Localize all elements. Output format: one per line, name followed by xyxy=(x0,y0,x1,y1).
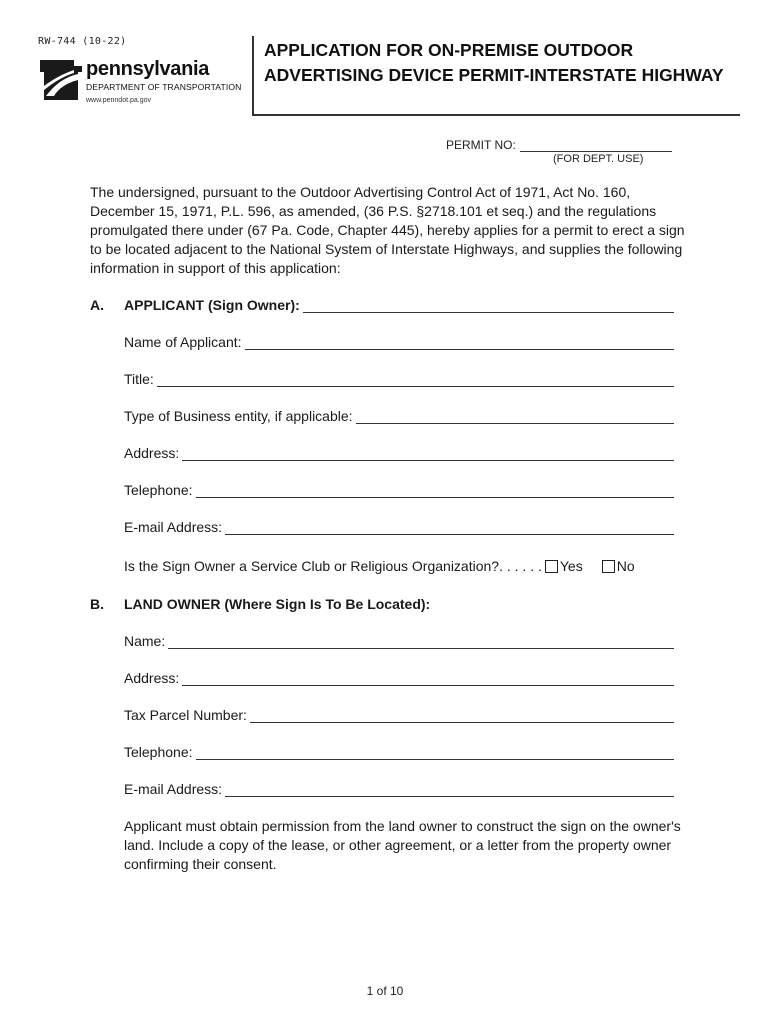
land-owner-address-label: Address: xyxy=(124,670,180,686)
yes-checkbox[interactable] xyxy=(545,560,558,573)
applicant-email-row xyxy=(124,519,674,535)
land-owner-address-field[interactable] xyxy=(182,672,674,686)
applicant-telephone-row xyxy=(124,482,674,498)
logo-url: www.penndot.pa.gov xyxy=(86,97,151,104)
business-type-label: Type of Business entity, if applicable: xyxy=(124,408,353,424)
land-owner-telephone-label: Telephone: xyxy=(124,744,193,760)
applicant-address-field[interactable] xyxy=(182,447,674,461)
logo-department: DEPARTMENT OF TRANSPORTATION xyxy=(86,82,242,92)
applicant-telephone-label: Telephone: xyxy=(124,482,193,498)
permit-number-field xyxy=(446,138,672,152)
tax-parcel-label: Tax Parcel Number: xyxy=(124,707,247,723)
business-type-field[interactable] xyxy=(356,410,674,424)
tax-parcel-row xyxy=(124,707,674,723)
section-a-letter: A. xyxy=(90,297,104,313)
no-label: No xyxy=(616,558,635,574)
applicant-name-label: Name of Applicant: xyxy=(124,334,242,350)
yes-label: Yes xyxy=(559,558,583,574)
section-b-letter: B. xyxy=(90,596,104,612)
keystone-highway-logo-icon xyxy=(38,56,84,102)
form-title: APPLICATION FOR ON-PREMISE OUTDOOR ADVERTISING DEVICE PERMIT-INTERSTATE HIGHWAY xyxy=(264,40,724,85)
permit-number-label: PERMIT NO: xyxy=(446,138,516,152)
tax-parcel-field[interactable] xyxy=(250,709,674,723)
section-b-heading: LAND OWNER (Where Sign Is To Be Located): xyxy=(124,596,431,612)
applicant-telephone-field[interactable] xyxy=(196,484,674,498)
logo-wordmark: pennsylvania xyxy=(86,58,210,80)
service-club-question-row xyxy=(124,558,676,574)
land-owner-email-row xyxy=(124,781,674,797)
permit-number-note: (FOR DEPT. USE) xyxy=(553,153,644,165)
land-owner-name-label: Name: xyxy=(124,633,166,649)
applicant-name-row xyxy=(124,334,674,350)
form-code: RW-744 (10-22) xyxy=(38,36,127,47)
land-owner-telephone-row xyxy=(124,744,674,760)
applicant-email-field[interactable] xyxy=(225,521,674,535)
intro-paragraph: The undersigned, pursuant to the Outdoor Advertising Control Act of 1971, Act No. 160, December 15, 1971, P.L. 596, as amended, (36 P.S. §2718.101 et seq.) and the regulations promulgated there under (67 Pa. Code, Chapter 445), hereby applies for a permit to erect a sign to be located adjacent to the National System of Interstate Highways, and supplies the following information in support of this application: xyxy=(90,184,685,276)
header-horizontal-divider xyxy=(252,114,740,116)
land-owner-telephone-field[interactable] xyxy=(196,746,674,760)
applicant-title-label: Title: xyxy=(124,371,154,387)
penndot-logo xyxy=(38,56,248,108)
business-type-row xyxy=(124,408,674,424)
land-owner-permission-note: Applicant must obtain permission from the land owner to construct the sign on the owner's land. Include a copy of the lease, or other agreement, or a letter from the property owner confirming their consent. xyxy=(124,818,681,872)
page-number: 1 of 10 xyxy=(366,984,404,998)
land-owner-email-label: E-mail Address: xyxy=(124,781,223,797)
applicant-name-field[interactable] xyxy=(245,336,674,350)
no-checkbox[interactable] xyxy=(602,560,615,573)
applicant-address-label: Address: xyxy=(124,445,180,461)
permit-number-line[interactable] xyxy=(520,140,672,152)
applicant-title-field[interactable] xyxy=(157,373,674,387)
applicant-title-row xyxy=(124,371,674,387)
applicant-heading-row xyxy=(124,297,674,313)
section-a-heading: APPLICANT (Sign Owner): xyxy=(124,297,300,313)
land-owner-heading-row xyxy=(124,596,674,612)
applicant-sign-owner-field[interactable] xyxy=(303,299,674,313)
land-owner-email-field[interactable] xyxy=(225,783,674,797)
header-vertical-divider xyxy=(252,36,254,116)
service-club-question: Is the Sign Owner a Service Club or Religious Organization?. . . . . . xyxy=(124,558,542,574)
land-owner-name-field[interactable] xyxy=(168,635,674,649)
land-owner-address-row xyxy=(124,670,674,686)
applicant-address-row xyxy=(124,445,674,461)
land-owner-name-row xyxy=(124,633,674,649)
applicant-email-label: E-mail Address: xyxy=(124,519,223,535)
